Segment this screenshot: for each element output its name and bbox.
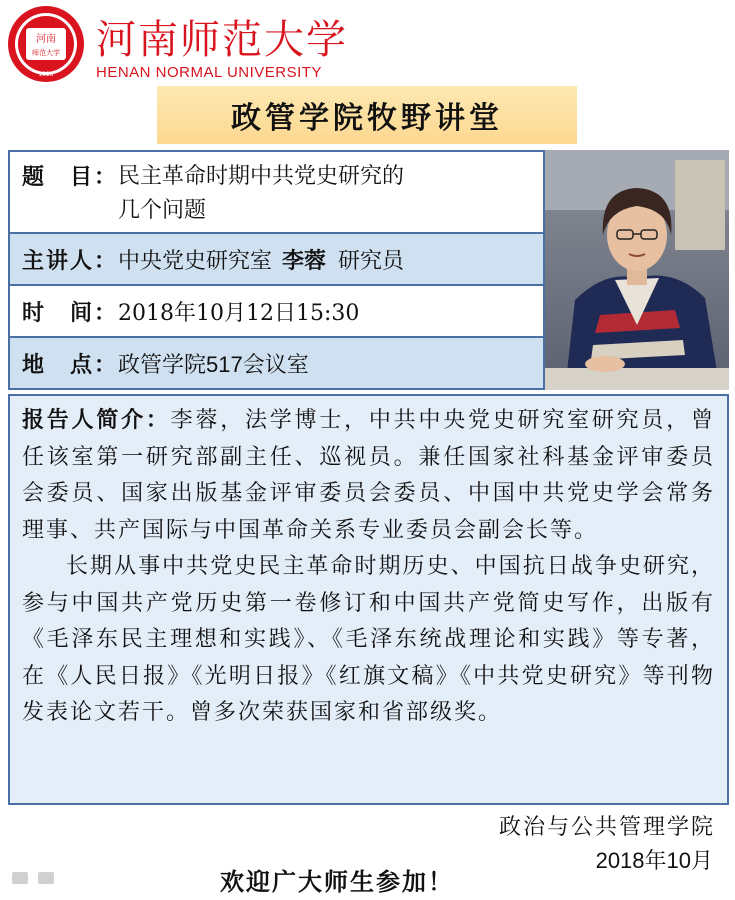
lecture-series-title: 政管学院牧野讲堂 <box>157 86 577 144</box>
university-name-en: HENAN NORMAL UNIVERSITY <box>96 64 322 81</box>
topic-line-2: 几个问题 <box>118 198 207 223</box>
lecture-info-table <box>8 150 545 390</box>
speaker-name: 李蓉 <box>282 247 327 273</box>
place-label: 地 点： <box>22 351 119 378</box>
time-label: 时 间： <box>22 299 119 326</box>
menu-icon[interactable] <box>12 872 28 884</box>
speaker-row <box>10 234 543 286</box>
topic-line-1: 民主革命时期中共党史研究的 <box>118 164 405 189</box>
time-row <box>10 286 543 338</box>
next-arrow-icon[interactable] <box>38 872 54 884</box>
topic-row <box>10 152 543 234</box>
bio-label: 报告人简介： <box>22 407 171 433</box>
bio-paragraph-1 <box>22 402 715 549</box>
welcome-message: 欢迎广大师生参加！ <box>220 869 454 896</box>
speaker-photo <box>545 150 729 390</box>
organizer-dept: 政治与公共管理学院 <box>498 815 715 840</box>
bio-text-1: 李蓉，法学博士，中共中央党史研究室研究员，曾任该室第一研究部副主任、巡视员。兼任国家社科基金评审委员会委员、国家出版基金评审委员会委员、中国中共党史学会常务理事、共产国际与中国革命关系专业委员会副会长等。 <box>22 408 715 543</box>
place-value: 政管学院517会议室 <box>118 351 309 377</box>
time-value: 2018年10月12日15:30 <box>118 300 360 326</box>
topic-label: 题 目： <box>22 164 119 190</box>
speaker-title: 研究员 <box>338 248 405 274</box>
logo-bottom-text: 师范大学 <box>32 49 60 57</box>
speaker-org: 中央党史研究室 <box>118 248 273 274</box>
place-row <box>10 338 543 388</box>
speaker-bio <box>8 394 729 805</box>
university-seal-logo <box>6 4 86 84</box>
logo-top-text: 河南 <box>36 34 56 45</box>
bio-paragraph-2: 长期从事中共党史民主革命时期历史、中国抗日战争史研究，参与中国共产党历史第一卷修订和中国共产党简史写作，出版有《毛泽东民主理想和实践》、《毛泽东统战理论和实践》等专著，在《人民日报》《光明日报》《红旗文稿》《中共党史研究》等刊物发表论文若干。曾多次荣获国家和省部级奖。 <box>22 554 715 725</box>
logo-year: 1923 <box>38 71 54 78</box>
notice-date: 2018年10月 <box>595 848 713 873</box>
speaker-label: 主讲人： <box>22 247 119 274</box>
slide-nav[interactable] <box>12 872 54 884</box>
topic-value <box>118 160 404 232</box>
university-name-cn: 河南师范大学 <box>96 17 348 63</box>
